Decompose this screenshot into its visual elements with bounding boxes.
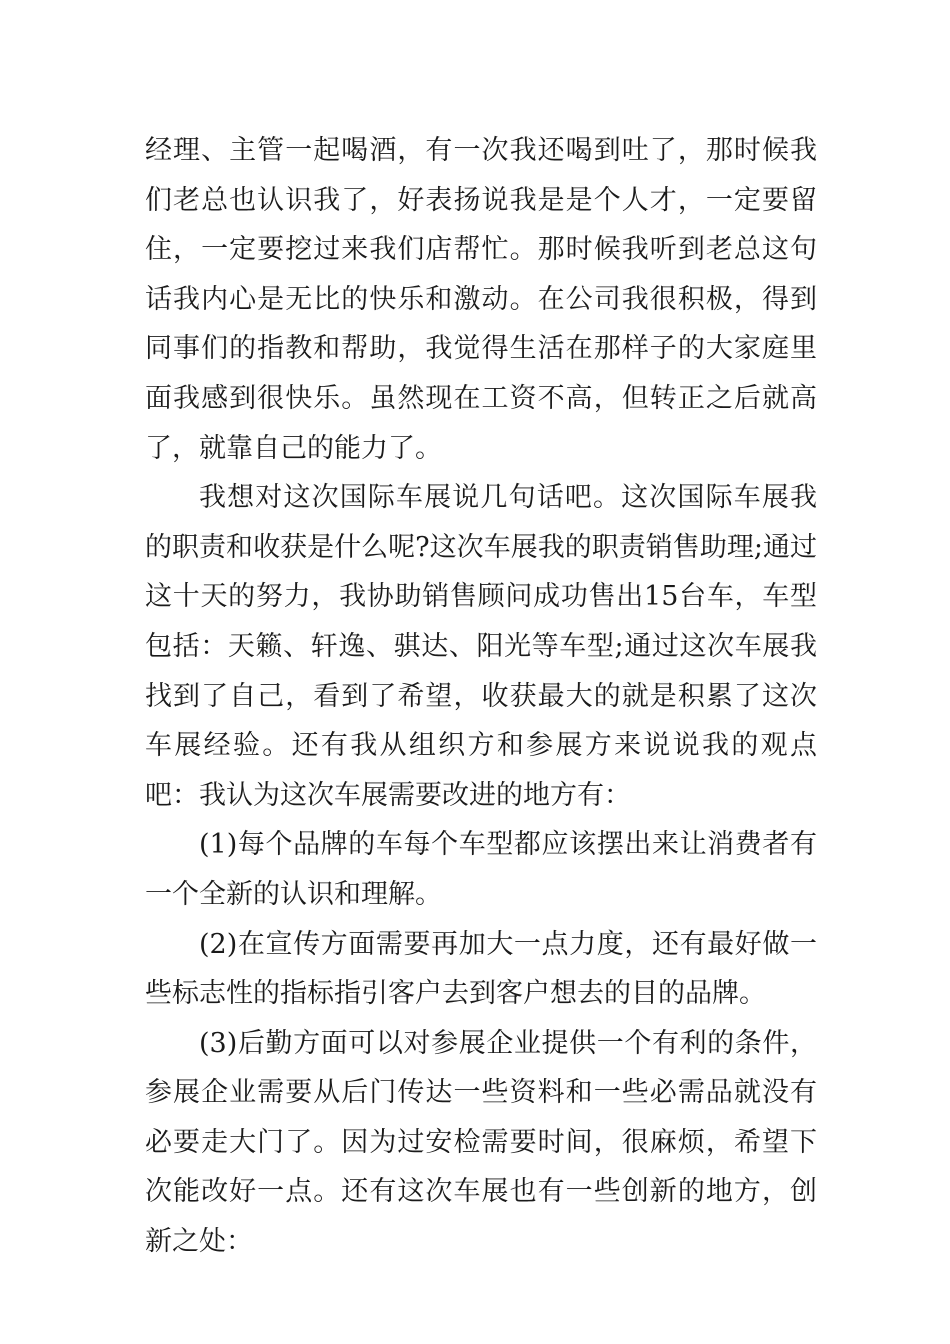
paragraph-auto-show: 我想对这次国际车展说几句话吧。这次国际车展我的职责和收获是什么呢?这次车展我的职责销售助理;通过这十天的努力，我协助销售顾问成功售出15台车，车型包括：天籁、轩逸、骐达、阳光等车型;通过这次车展我找到了自己，看到了希望，收获最大的就是积累了这次车展经验。还有我从组织方和参展方来说说我的观点吧：我认为这次车展需要改进的地方有： [145, 482, 817, 811]
document-body [145, 126, 817, 1267]
paragraph-point-1: (1)每个品牌的车每个车型都应该摆出来让消费者有一个全新的认识和理解。 [145, 829, 817, 910]
paragraph-continuation: 经理、主管一起喝酒，有一次我还喝到吐了，那时候我们老总也认识我了，好表扬说我是是个人才，一定要留住，一定要挖过来我们店帮忙。那时候我听到老总这句话我内心是无比的快乐和激动。在公司我很积极，得到同事们的指教和帮助，我觉得生活在那样子的大家庭里面我感到很快乐。虽然现在工资不高，但转正之后就高了，就靠自己的能力了。 [145, 135, 817, 464]
paragraph-point-3: (3)后勤方面可以对参展企业提供一个有利的条件，参展企业需要从后门传达一些资料和一些必需品就没有必要走大门了。因为过安检需要时间，很麻烦，希望下次能改好一点。还有这次车展也有一些创新的地方，创新之处： [145, 1027, 817, 1258]
paragraph-point-2: (2)在宣传方面需要再加大一点力度，还有最好做一些标志性的指标指引客户去到客户想去的目的品牌。 [145, 928, 817, 1010]
